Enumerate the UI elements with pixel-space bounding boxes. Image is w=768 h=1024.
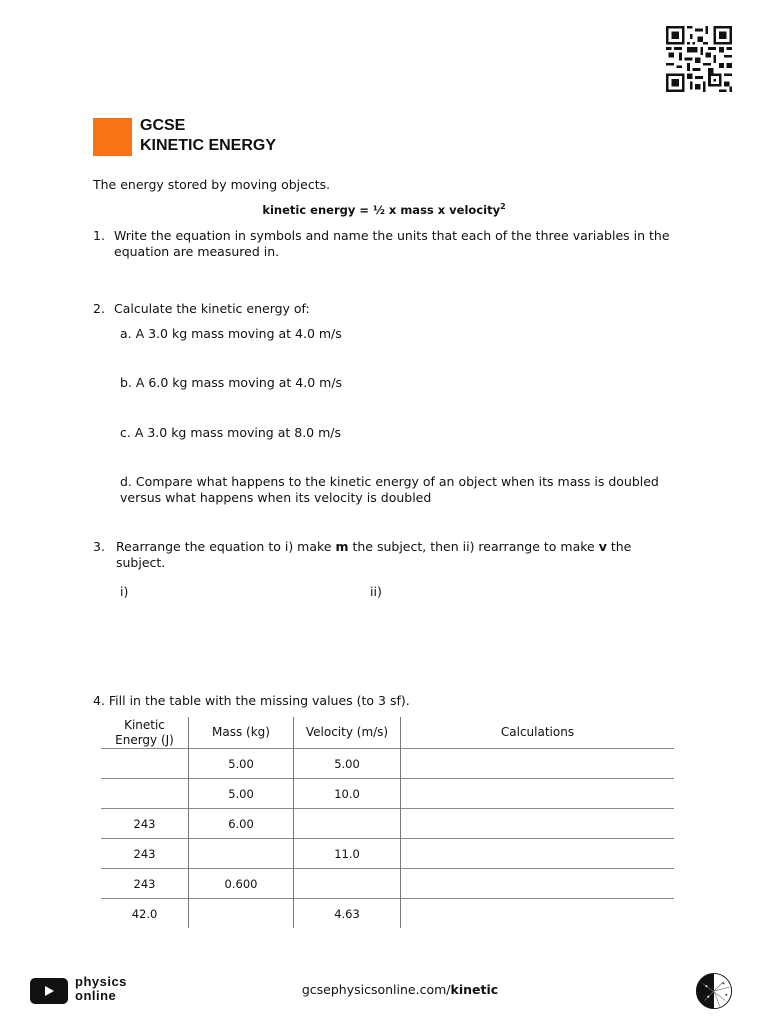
table-cell[interactable]: 243 bbox=[133, 816, 156, 831]
table-cell[interactable]: 5.00 bbox=[294, 749, 401, 779]
question-4: 4. Fill in the table with the missing values (to 3 sf). bbox=[93, 693, 410, 708]
formula-superscript: 2 bbox=[500, 202, 506, 211]
question-3-part-i: i) bbox=[120, 584, 129, 599]
formula-text: kinetic energy = ½ x mass x velocity bbox=[262, 202, 501, 217]
table-cell[interactable] bbox=[189, 839, 294, 869]
qr-code bbox=[665, 26, 733, 92]
question-1-number: 1. bbox=[93, 228, 105, 243]
table-row bbox=[101, 899, 674, 929]
table-cell[interactable] bbox=[101, 779, 189, 809]
question-2 bbox=[93, 301, 310, 316]
table-header-row bbox=[101, 717, 674, 749]
question-2b: b. A 6.0 kg mass moving at 4.0 m/s bbox=[120, 375, 343, 390]
question-3-text-b: the subject, then ii) rearrange to make bbox=[348, 539, 599, 554]
header-kinetic-energy: Kinetic Energy (J) bbox=[115, 717, 174, 747]
footer-url-plain: gcsephysicsonline.com/ bbox=[301, 982, 451, 997]
intro-text: The energy stored by moving objects. bbox=[93, 177, 331, 192]
table-cell[interactable]: 5.00 bbox=[189, 779, 294, 809]
table-cell[interactable] bbox=[401, 749, 675, 779]
title-line-topic: KINETIC ENERGY bbox=[140, 137, 277, 154]
question-3 bbox=[93, 539, 631, 571]
table-cell[interactable]: 243 bbox=[133, 846, 156, 861]
table-row bbox=[101, 779, 674, 809]
question-2d bbox=[120, 474, 659, 506]
table-cell[interactable] bbox=[294, 809, 401, 839]
table-cell[interactable] bbox=[294, 869, 401, 899]
table-cell[interactable] bbox=[401, 839, 675, 869]
energy-table bbox=[101, 717, 674, 928]
table-cell[interactable] bbox=[401, 779, 675, 809]
table-cell[interactable]: 6.00 bbox=[189, 809, 294, 839]
table-cell[interactable] bbox=[189, 899, 294, 929]
formula bbox=[0, 202, 768, 217]
table-row bbox=[101, 809, 674, 839]
table-row bbox=[101, 869, 674, 899]
emblem-icon bbox=[695, 972, 733, 1010]
question-1-line1: Write the equation in symbols and name the units that each of the three variables in the bbox=[114, 228, 670, 243]
table-cell[interactable]: 10.0 bbox=[294, 779, 401, 809]
accent-square bbox=[93, 118, 132, 156]
footer-url[interactable] bbox=[0, 982, 768, 997]
table-row bbox=[101, 839, 674, 869]
variable-v: v bbox=[598, 539, 607, 554]
question-1-line2: equation are measured in. bbox=[114, 244, 280, 259]
table-cell[interactable]: 0.600 bbox=[189, 869, 294, 899]
question-2d-line2: versus what happens when its velocity is doubled bbox=[120, 490, 432, 505]
question-2-number: 2. bbox=[93, 301, 105, 316]
table-cell[interactable]: 11.0 bbox=[294, 839, 401, 869]
variable-m: m bbox=[335, 539, 349, 554]
table-cell[interactable] bbox=[401, 809, 675, 839]
header-calculations: Calculations bbox=[401, 717, 675, 749]
question-2d-line1: d. Compare what happens to the kinetic energy of an object when its mass is doubled bbox=[120, 474, 659, 489]
brand-line1: physics bbox=[75, 974, 127, 989]
page-title bbox=[140, 116, 276, 156]
footer-url-bold: kinetic bbox=[450, 982, 499, 997]
table-cell[interactable]: 4.63 bbox=[294, 899, 401, 929]
question-1 bbox=[93, 228, 670, 260]
question-3-part-ii: ii) bbox=[370, 584, 382, 599]
question-2c: c. A 3.0 kg mass moving at 8.0 m/s bbox=[120, 425, 341, 440]
table-row bbox=[101, 749, 674, 779]
table-cell[interactable] bbox=[401, 869, 675, 899]
table-cell[interactable] bbox=[101, 749, 189, 779]
title-line-gcse: GCSE bbox=[140, 117, 186, 134]
question-2a: a. A 3.0 kg mass moving at 4.0 m/s bbox=[120, 326, 342, 341]
table-cell[interactable] bbox=[401, 899, 675, 929]
question-3-number: 3. bbox=[93, 539, 105, 554]
question-2-text: Calculate the kinetic energy of: bbox=[114, 301, 310, 316]
question-3-text-c: the bbox=[606, 539, 632, 554]
header-mass: Mass (kg) bbox=[189, 717, 294, 749]
table-cell[interactable]: 5.00 bbox=[189, 749, 294, 779]
table-cell[interactable]: 243 bbox=[133, 876, 156, 891]
table-cell[interactable]: 42.0 bbox=[131, 906, 158, 921]
header-velocity: Velocity (m/s) bbox=[294, 717, 401, 749]
brand-line2: online bbox=[75, 988, 117, 1003]
question-3-text-a: Rearrange the equation to i) make bbox=[116, 539, 336, 554]
question-3-line2: subject. bbox=[116, 555, 166, 570]
